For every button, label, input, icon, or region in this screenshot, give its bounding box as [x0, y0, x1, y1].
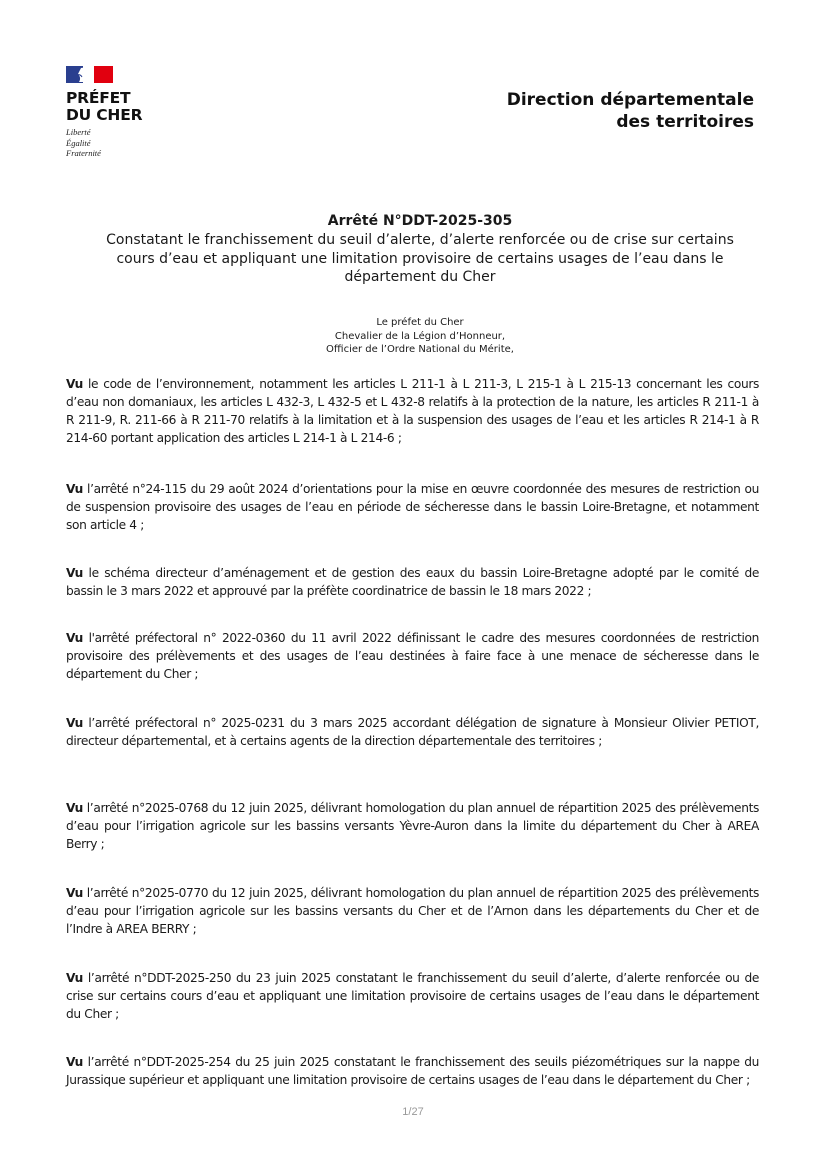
department-heading: [507, 89, 754, 133]
prefet-titles: [270, 316, 570, 357]
vu-text: l'arrêté préfectoral n° 2022-0360 du 11 avril 2022 définissant le cadre des mesures coordonnées de restriction provisoire des prélèvements et des usages de l’eau destinées à faire face à une menace de sécheresse dans le département du Cher ;: [66, 631, 759, 681]
vu-lead: Vu: [66, 482, 83, 496]
prefet-line: Officier de l’Ordre National du Mérite,: [326, 344, 514, 355]
vu-lead: Vu: [66, 566, 83, 580]
vu-text: l’arrêté n°DDT-2025-254 du 25 juin 2025 constatant le franchissement des seuils piézométriques sur la nappe du Jurassique supérieur et appliquant une limitation provisoire de certains usages de l’eau dans le département du Cher ;: [66, 1055, 759, 1087]
vu-lead: Vu: [66, 886, 83, 900]
vu-clause: [66, 714, 759, 750]
vu-lead: Vu: [66, 971, 83, 985]
prefet-line: Chevalier de la Légion d’Honneur,: [334, 330, 506, 342]
arrete-title-block: [70, 212, 770, 287]
department-line2: des territoires: [616, 112, 754, 132]
arrete-subtitle-line: département du Cher: [344, 269, 496, 285]
vu-clause: [66, 375, 759, 447]
vu-text: l’arrêté n°2025-0770 du 12 juin 2025, délivrant homologation du plan annuel de répartition 2025 des prélèvements d’eau pour l’irrigation agricole sur les bassins versants du Cher et de l’Arnon dans les départements du Cher et de l’Indre à AREA BERRY ;: [66, 886, 759, 936]
vu-lead: Vu: [66, 631, 83, 645]
vu-clause: [66, 629, 759, 683]
vu-lead: Vu: [66, 716, 83, 730]
vu-text: le code de l’environnement, notamment les articles L 211-1 à L 211-3, L 215-1 à L 215-13 concernant les cours d’eau non domaniaux, les articles L 432-3, L 432-5 et L 432-8 relatifs à la protection de la nature, les articles R 211-1 à R 211-9, R. 211-66 à R 211-70 relatifs à la limitation et à la suspension des usages de l’eau et les articles R 214-1 à R 214-60 portant application des articles L 214-1 à L 214-6 ;: [66, 377, 759, 445]
motto-egalite: Égalité: [66, 137, 91, 148]
vu-lead: Vu: [66, 801, 83, 815]
republic-motto: [66, 127, 166, 159]
arrete-subtitle-line: Constatant le franchissement du seuil d’alerte, d’alerte renforcée ou de crise sur certains: [106, 232, 734, 248]
vu-clause: [66, 1053, 759, 1089]
marianne-flag-icon: [66, 66, 113, 83]
page-number: 1/27: [402, 1106, 424, 1118]
vu-text: l’arrêté n°DDT-2025-250 du 23 juin 2025 constatant le franchissement du seuil d’alerte, d’alerte renforcée ou de crise sur certains cours d’eau et appliquant une limitation provisoire de certains usages de l’eau dans le département du Cher ;: [66, 971, 759, 1021]
arrete-subtitle: [70, 231, 770, 287]
vu-text: le schéma directeur d’aménagement et de gestion des eaux du bassin Loire-Bretagne adopté par le comité de bassin le 3 mars 2022 et approuvé par la préfète coordinatrice de bassin le 18 mars 2022 ;: [66, 566, 759, 598]
arrete-subtitle-line: cours d’eau et appliquant une limitation provisoire de certains usages de l’eau dans le: [116, 250, 724, 267]
logo-title-line2: DU CHER: [66, 106, 143, 124]
department-line1: Direction départementale: [506, 90, 754, 110]
vu-clause: [66, 969, 759, 1023]
vu-text: l’arrêté n°24-115 du 29 août 2024 d’orientations pour la mise en œuvre coordonnée des mesures de restriction ou de suspension provisoire des usages de l’eau en période de sécheresse dans le bassin Loire-Bretagne, et notamment son article 4 ;: [66, 482, 759, 532]
prefecture-logo: [66, 66, 166, 159]
vu-text: l’arrêté préfectoral n° 2025-0231 du 3 mars 2025 accordant délégation de signature à Monsieur Olivier PETIOT, directeur départemental, et à certains agents de la direction départementale des territoires ;: [66, 716, 759, 748]
vu-lead: Vu: [66, 377, 83, 391]
vu-lead: Vu: [66, 1055, 83, 1069]
vu-clause: [66, 799, 759, 853]
logo-title-line1: PRÉFET: [66, 89, 131, 107]
vu-clause: [66, 884, 759, 938]
logo-title: [66, 90, 166, 124]
vu-clause: [66, 564, 759, 600]
arrete-number: Arrêté N°DDT-2025-305: [327, 213, 513, 229]
motto-liberte: Liberté: [66, 127, 91, 137]
prefet-line: Le préfet du Cher: [376, 317, 464, 328]
vu-clause: [66, 480, 759, 534]
motto-fraternite: Fraternité: [66, 148, 101, 158]
vu-text: l’arrêté n°2025-0768 du 12 juin 2025, délivrant homologation du plan annuel de répartition 2025 des prélèvements d’eau pour l’irrigation agricole sur les bassins versants Yèvre-Auron dans la limite du département du Cher à AREA Berry ;: [66, 801, 759, 851]
